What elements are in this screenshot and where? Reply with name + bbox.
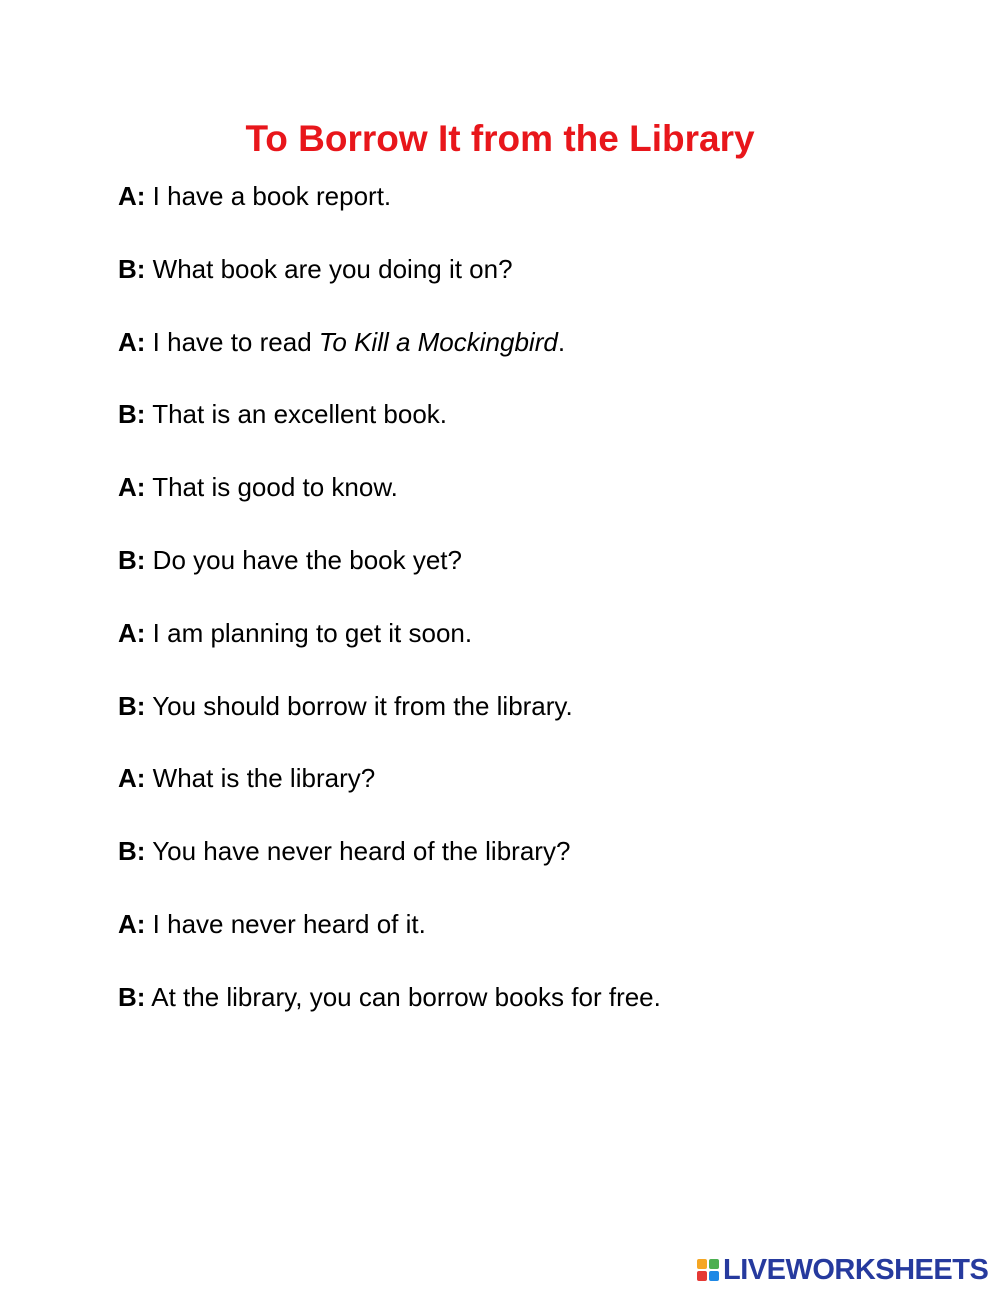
speaker-label: A: <box>118 908 146 939</box>
line-text: That is good to know. <box>145 472 398 503</box>
speaker-label: B: <box>118 544 146 575</box>
dialogue-line <box>118 977 978 1050</box>
dialogue <box>118 176 978 1050</box>
dialogue-line <box>118 540 978 613</box>
dialogue-line <box>118 467 978 540</box>
speaker-label: A: <box>118 326 146 357</box>
liveworksheets-logo-icon <box>697 1259 719 1281</box>
dialogue-line <box>118 249 978 322</box>
speaker-label: B: <box>118 399 146 430</box>
line-text: I am planning to get it soon. <box>145 617 473 648</box>
line-text: I have a book report. <box>145 181 392 211</box>
dialogue-line <box>118 758 978 831</box>
dialogue-line <box>118 904 978 977</box>
line-text: Do you have the book yet? <box>145 544 462 575</box>
dialogue-line <box>118 686 978 759</box>
line-text: What book are you doing it on? <box>145 253 513 284</box>
speaker-label: A: <box>118 472 146 503</box>
line-text: I have to read <box>145 326 319 357</box>
line-text: What is the library? <box>145 763 376 794</box>
watermark-text: LIVEWORKSHEETS <box>723 1254 989 1286</box>
line-text: You should borrow it from the library. <box>145 690 573 721</box>
line-text: That is an excellent book. <box>145 399 448 430</box>
dialogue-line <box>118 394 978 467</box>
dialogue-line <box>118 831 978 904</box>
logo-tile <box>697 1271 707 1281</box>
line-text: You have never heard of the library? <box>145 836 571 867</box>
line-text: I have never heard of it. <box>145 908 426 939</box>
speaker-label: A: <box>118 181 146 211</box>
speaker-label: B: <box>118 836 146 867</box>
dialogue-line <box>118 613 978 686</box>
logo-tile <box>697 1259 707 1269</box>
speaker-label: A: <box>118 617 146 648</box>
dialogue-line <box>118 322 978 395</box>
line-text: At the library, you can borrow books for free. <box>145 981 661 1012</box>
line-text-end: . <box>557 326 566 357</box>
page-title: To Borrow It from the Library <box>245 118 755 159</box>
speaker-label: A: <box>118 763 146 794</box>
dialogue-line <box>118 176 978 249</box>
logo-tile <box>709 1259 719 1269</box>
speaker-label: B: <box>118 981 146 1012</box>
logo-tile <box>709 1271 719 1281</box>
speaker-label: B: <box>118 253 146 284</box>
book-title: To Kill a Mockingbird <box>318 326 558 357</box>
speaker-label: B: <box>118 690 146 721</box>
watermark <box>697 1255 988 1285</box>
